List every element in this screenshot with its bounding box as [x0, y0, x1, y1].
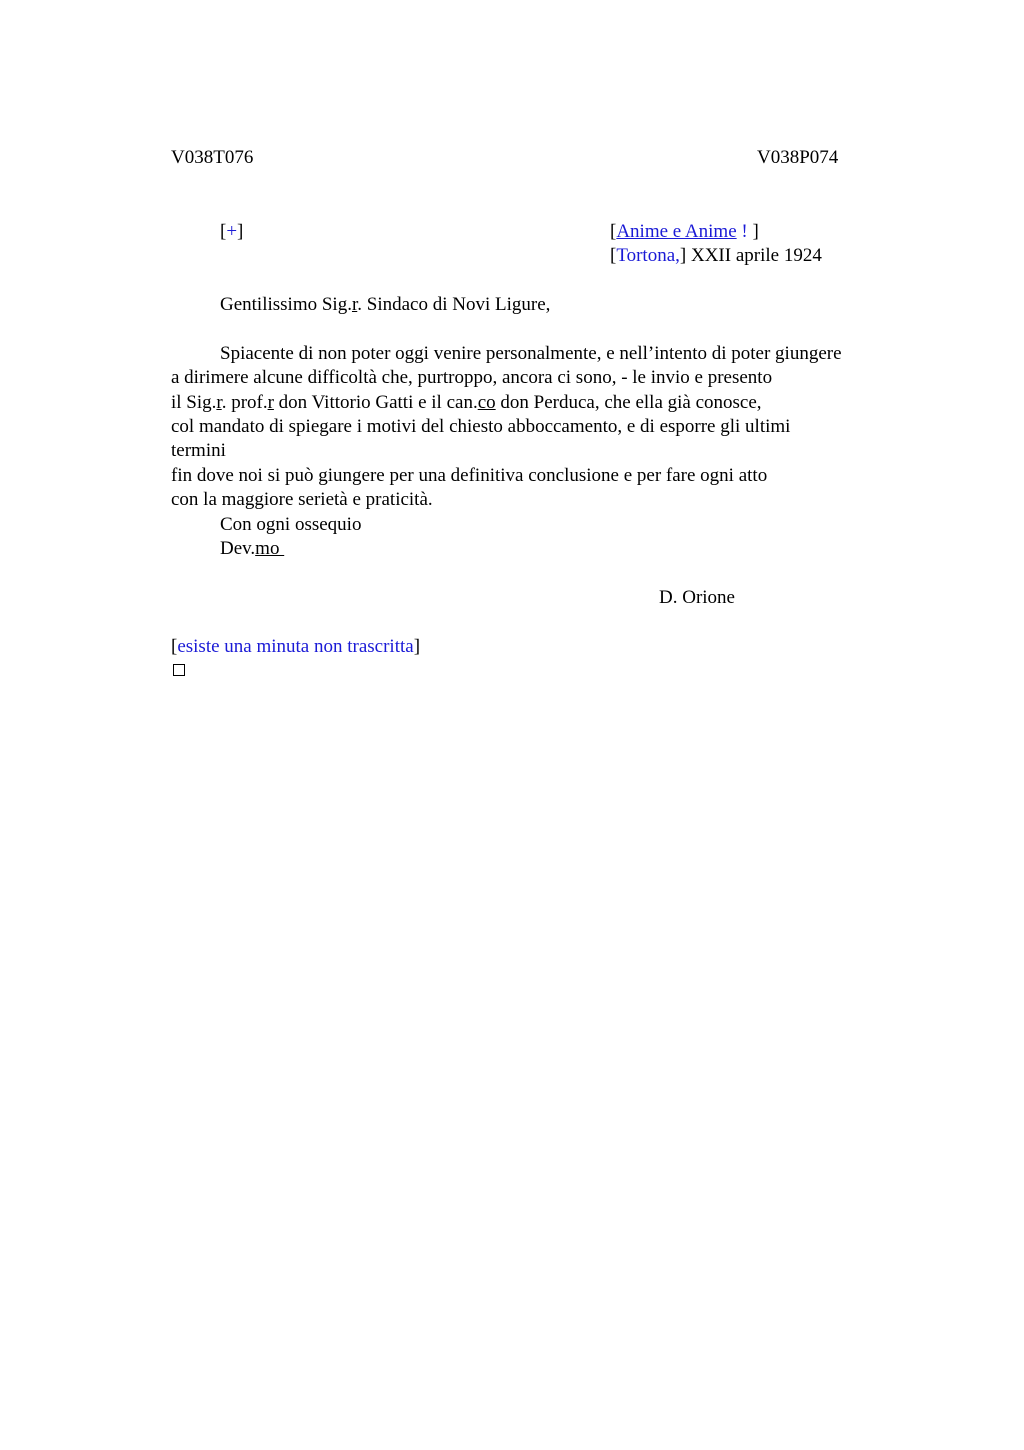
body-abbrev: co — [477, 392, 496, 413]
note-link[interactable]: esiste una minuta non trascritta — [177, 636, 414, 657]
salutation-text: Gentilissimo Sig. — [220, 294, 352, 315]
body-text: don Vittorio Gatti e il can. — [273, 392, 478, 413]
bracket: ] — [237, 221, 244, 242]
bracket: [ — [610, 221, 617, 242]
bracket: ] — [679, 245, 687, 266]
place-link[interactable]: Tortona, — [616, 245, 680, 266]
body-abbrev: r — [216, 392, 222, 413]
salutation-abbrev: r — [351, 294, 358, 315]
body-line — [171, 391, 762, 415]
editorial-note — [171, 635, 420, 659]
closing-text: Dev. — [220, 538, 256, 559]
body-abbrev: r — [267, 392, 274, 413]
motto-link[interactable]: Anime e Anime — [616, 221, 737, 242]
motto-exclamation: ! — [736, 221, 748, 242]
salutation — [220, 293, 550, 317]
bracket: ] — [747, 221, 759, 242]
body-line: a dirimere alcune difficoltà che, purtroppo, ancora ci sono, - le invio e presento — [171, 367, 773, 388]
closing-line — [220, 537, 284, 561]
header-right-code: V038P074 — [757, 147, 839, 168]
cross-link[interactable]: + — [226, 221, 238, 242]
body-text: don Perduca, che ella già conosce, — [495, 392, 762, 413]
header-left-code: V038T076 — [171, 147, 254, 168]
salutation-text: . Sindaco di Novi Ligure, — [357, 294, 551, 315]
closing-abbrev: mo — [255, 538, 285, 559]
body-line: fin dove noi si può giungere per una definitiva conclusione e per fare ogni atto — [171, 465, 768, 486]
place-date — [610, 244, 822, 268]
bracket: [ — [171, 636, 178, 657]
date: XXII aprile 1924 — [686, 245, 822, 266]
body-text: . prof. — [221, 392, 268, 413]
body-line: Spiacente di non poter oggi venire personalmente, e nell’intento di poter giungere — [220, 343, 842, 364]
bracket: [ — [610, 245, 617, 266]
bracket: [ — [220, 221, 227, 242]
motto — [610, 220, 759, 244]
body-line: termini — [171, 440, 226, 461]
body-text: il Sig. — [171, 392, 217, 413]
end-square-icon — [173, 664, 185, 676]
signature: D. Orione — [659, 587, 735, 608]
body-line: con la maggiore serietà e praticità. — [171, 489, 433, 510]
closing-line: Con ogni ossequio — [220, 514, 362, 535]
bracket: ] — [413, 636, 421, 657]
body-line: col mandato di spiegare i motivi del chiesto abboccamento, e di esporre gli ultimi — [171, 416, 791, 437]
cross-mark — [220, 220, 243, 244]
